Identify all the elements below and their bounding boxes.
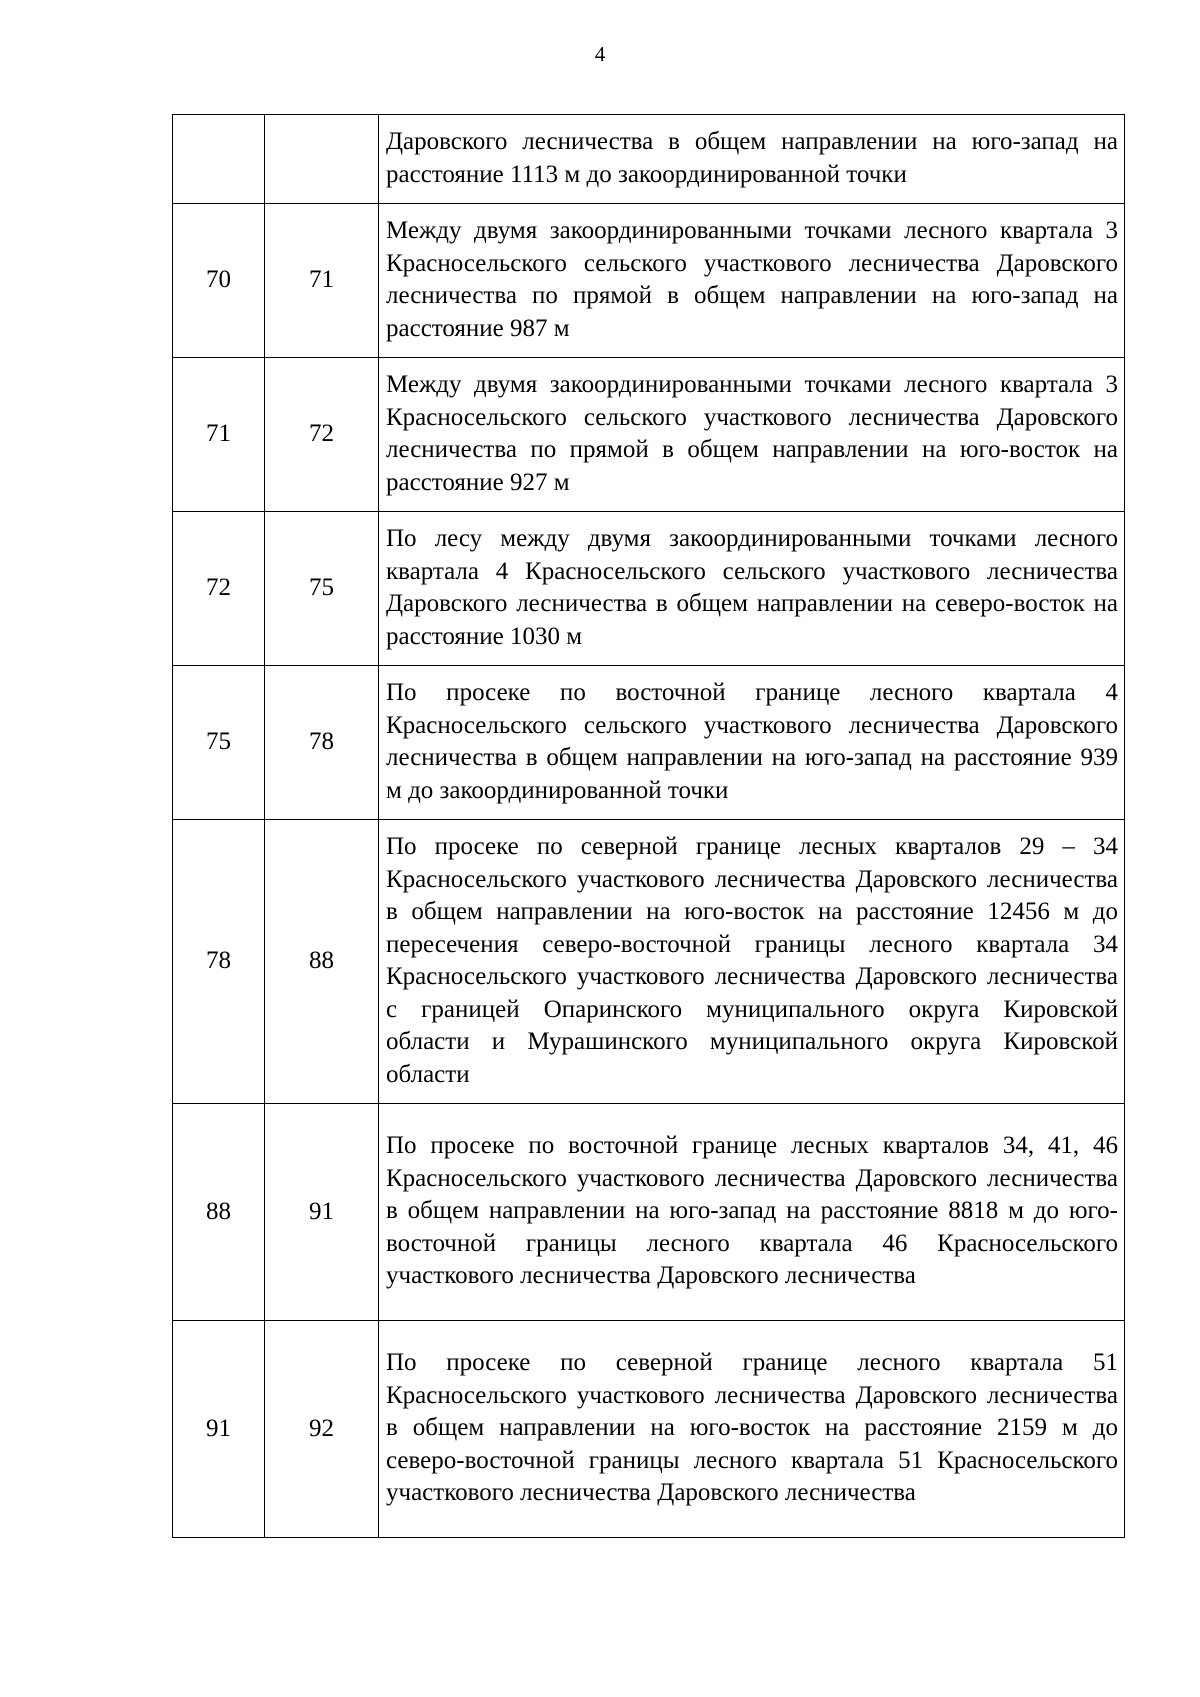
from-point-cell: 70 (173, 204, 265, 358)
from-point-cell: 91 (173, 1321, 265, 1538)
from-point-cell: 75 (173, 666, 265, 820)
description-cell: По просеке по северной границе лесных кварталов 29 – 34 Красносельского участкового лесничества Даровского лесничества в общем направлении на юго-восток на расстояние 12456 м до пересечения северо-восточной границы лесного квартала 34 Красносельского участкового лесничества Даровского лесничества с границей Опаринского муниципального округа Кировской области и Мурашинского муниципального округа Кировской области (379, 820, 1125, 1104)
description-cell: По просеке по восточной границе лесного квартала 4 Красносельского сельского участкового лесничества Даровского лесничества в общем направлении на юго-запад на расстояние 939 м до закоординированной точки (379, 666, 1125, 820)
table-row (173, 512, 1125, 666)
from-point-cell: 88 (173, 1104, 265, 1321)
table-row (173, 820, 1125, 1104)
from-point-cell: 71 (173, 358, 265, 512)
description-cell: По лесу между двумя закоординированными точками лесного квартала 4 Красносельского сельского участкового лесничества Даровского лесничества в общем направлении на северо-восток на расстояние 1030 м (379, 512, 1125, 666)
table-row (173, 1104, 1125, 1321)
to-point-cell: 75 (265, 512, 379, 666)
table-row (173, 1321, 1125, 1538)
from-point-cell: 72 (173, 512, 265, 666)
from-point-cell (173, 115, 265, 204)
page-number: 4 (594, 42, 606, 66)
table-row (173, 666, 1125, 820)
description-cell: Даровского лесничества в общем направлении на юго-запад на расстояние 1113 м до закоординированной точки (379, 115, 1125, 204)
description-cell: По просеке по северной границе лесного квартала 51 Красносельского участкового лесничества Даровского лесничества в общем направлении на юго-восток на расстояние 2159 м до северо-восточной границы лесного квартала 51 Красносельского участкового лесничества Даровского лесничества (379, 1321, 1125, 1538)
to-point-cell: 92 (265, 1321, 379, 1538)
boundary-description-table (172, 114, 1125, 1538)
table-row (173, 115, 1125, 204)
to-point-cell: 88 (265, 820, 379, 1104)
table-row (173, 358, 1125, 512)
to-point-cell: 72 (265, 358, 379, 512)
description-cell: Между двумя закоординированными точками лесного квартала 3 Красносельского сельского участкового лесничества Даровского лесничества по прямой в общем направлении на юго-запад на расстояние 987 м (379, 204, 1125, 358)
table-row (173, 204, 1125, 358)
to-point-cell: 91 (265, 1104, 379, 1321)
description-cell: Между двумя закоординированными точками лесного квартала 3 Красносельского сельского участкового лесничества Даровского лесничества по прямой в общем направлении на юго-восток на расстояние 927 м (379, 358, 1125, 512)
to-point-cell: 71 (265, 204, 379, 358)
description-cell: По просеке по восточной границе лесных кварталов 34, 41, 46 Красносельского участкового лесничества Даровского лесничества в общем направлении на юго-запад на расстояние 8818 м до юго-восточной границы лесного квартала 46 Красносельского участкового лесничества Даровского лесничества (379, 1104, 1125, 1321)
from-point-cell: 78 (173, 820, 265, 1104)
to-point-cell: 78 (265, 666, 379, 820)
to-point-cell (265, 115, 379, 204)
